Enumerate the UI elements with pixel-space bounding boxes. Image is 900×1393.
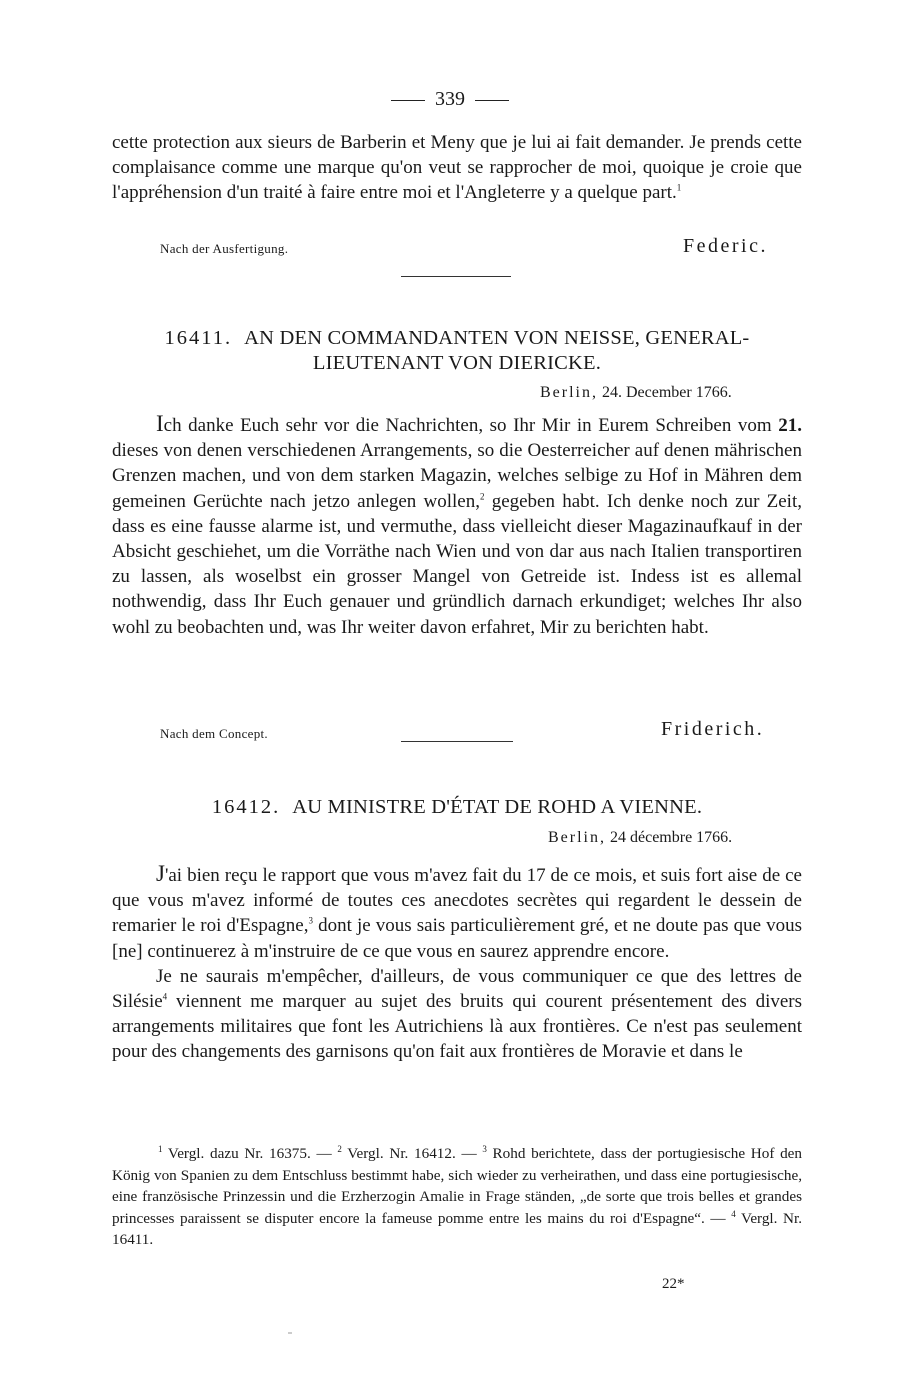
footnote-ref-2: 2 bbox=[479, 491, 485, 502]
letter-16412-paragraph-2: Je ne saurais m'empêcher, d'ailleurs, de vous communiquer ce que des lettres de Silésie$^4$ viennent me marquer au sujet des bruits qui courent présentement des divers arrangements militaires que font les Autrichiens là aux frontières. Ce n'est pas seulement pour des changements des garnisons qu'on fait aux frontières de Moravie et dans le bbox=[112, 965, 803, 1063]
footnote-ref-3: 3 bbox=[308, 916, 313, 927]
page-header bbox=[0, 88, 900, 111]
page-number: 339 bbox=[435, 88, 465, 110]
letter-16412-heading bbox=[112, 795, 802, 820]
letter-16412-title: AU MINISTRE D'ÉTAT DE ROHD A VIENNE. bbox=[292, 796, 703, 818]
footnote-4: Vergl. Nr. 16411. bbox=[112, 1209, 803, 1249]
footnotes: $^1$ Vergl. dazu Nr. 16375. — $^2$ Vergl. Nr. 16412. — $^3$ Rohd berichtete, dass der portugiesische Hof den König von Spanien zu dem Entschluss bestimmt habe, sich wieder zu verheirathen, und dass eine portugiesische, eine französische Prinzessin und die Erzherzogin Amalie in Frage ständen, „de sorte que trois belles et grandes princesses paraissent se disputer encore la fameuse pomme entre les mains du roi d'Espagne“. — $^4$ Vergl. Nr. 16411. bbox=[112, 1143, 803, 1249]
letter-16411-heading bbox=[112, 326, 802, 376]
letter-16411-body bbox=[112, 411, 802, 640]
section-divider bbox=[401, 741, 513, 742]
header-dash-right bbox=[475, 100, 509, 101]
section-divider bbox=[401, 276, 511, 277]
letter-16412-number: 16412. bbox=[211, 796, 281, 818]
letter-16411-source: Nach dem Concept. bbox=[160, 726, 268, 741]
letter-16411-dateline: Berlin, 24. December 1766. bbox=[540, 384, 732, 401]
scan-speck bbox=[288, 1332, 292, 1334]
footnote-1: Vergl. dazu Nr. 16375. — bbox=[167, 1145, 332, 1162]
header-dash-left bbox=[391, 100, 425, 101]
footnote-2: Vergl. Nr. 16412. — bbox=[347, 1145, 477, 1162]
footnote-ref-4: 4 bbox=[162, 991, 168, 1002]
letter-16412-paragraph-1: J'ai bien reçu le rapport que vous m'avez fait du 17 de ce mois, et suis fort aise de ce que vous m'avez informé de toutes ces anecdotes secrètes qui regardent le dessein de remarier le roi d'Espagne,$^3$ dont je vous sais particulièrement gré, et ne doute pas que vous [ne] continuerez à m'instruire de ce que vous en saurez apprendre encore. bbox=[112, 861, 802, 962]
carryover-signature: Federic. bbox=[683, 235, 768, 257]
letter-16411-signature: Friderich. bbox=[661, 718, 765, 740]
letter-16411-paragraph: Ich danke Euch sehr vor die Nachrichten, so Ihr Mir in Eurem Schreiben vom 21. dieses von denen verschiedenen Arrangements, so die Oesterreicher auf denen mährischen Grenzen machen, und von dem starken Magazin, welches selbige zu Hof in Mähren dem gemeinen Gerüchte nach jetzo anlegen wollen,$^2$ gegeben habt. Ich denke noch zur Zeit, dass es eine fausse alarme ist, und vermuthe, dass vielleicht dieser Magazinaufkauf in der Absicht geschiehet, um die Vorräthe nach Wien und von dar aus nach Italien transportiren zu lassen, als woselbst ein grosser Mangel von Getreide ist. Indess ist es allemal nothwendig, dass Ihr Euch genauer und gründlich darnach erkundiget; welches Ihr also wohl zu beobachten und, was Ihr weiter davon erfahret, Mir zu berichten habt. bbox=[112, 411, 803, 638]
carryover-block bbox=[112, 130, 802, 206]
footnote-ref-1: 1 bbox=[676, 183, 682, 194]
letter-16412-dateline: Berlin, 24 décembre 1766. bbox=[548, 829, 733, 846]
dropcap: J bbox=[156, 861, 165, 886]
letter-16411-number: 16411. bbox=[164, 327, 233, 349]
letter-16412-body bbox=[112, 861, 802, 1065]
carryover-source: Nach der Ausfertigung. bbox=[160, 241, 289, 256]
footnote-3: Rohd berichtete, dass der portugiesische Hof den König von Spanien zu dem Entschluss bestimmt habe, sich wieder zu verheirathen, und dass eine portugiesische, eine französische Prinzessin und die Erzherzogin Amalie in Frage ständen, „de sorte que trois belles et grandes princesses paraissent se disputer encore la fameuse pomme entre les mains du roi d'Espagne“. — bbox=[112, 1145, 803, 1227]
dropcap: I bbox=[156, 411, 164, 436]
carryover-paragraph: cette protection aux sieurs de Barberin et Meny que je lui ai fait demander. Je prends cette complaisance comme une marque qu'on veut se rapprocher de moi, quoique je croie que l'appréhension d'un traité à faire entre moi et l'Angleterre y a quelque part.$^1$ bbox=[112, 132, 802, 204]
letter-16411-title: AN DEN COMMANDANTEN VON NEISSE, GENERAL-LIEUTENANT VON DIERICKE. bbox=[244, 327, 750, 374]
printers-signature-mark: 22* bbox=[662, 1276, 685, 1292]
